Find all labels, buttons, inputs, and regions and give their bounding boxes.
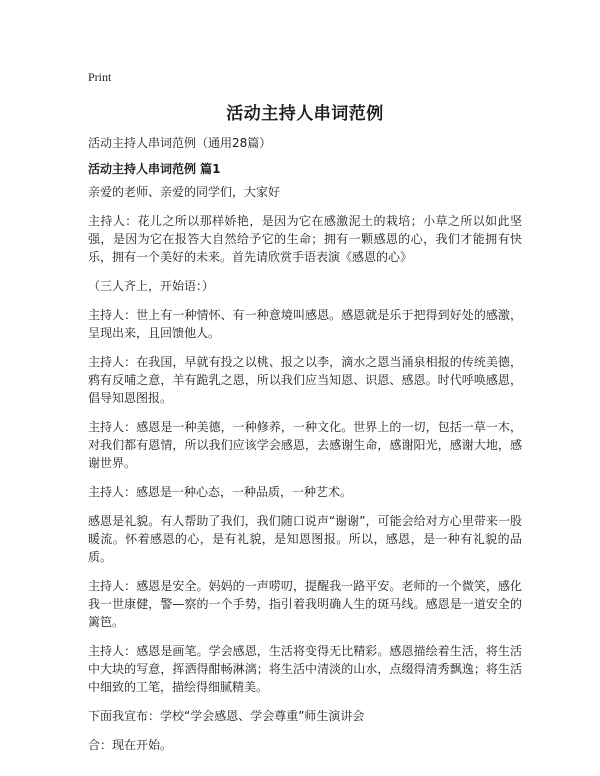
section-heading: 活动主持人串词范例 篇1: [88, 162, 221, 176]
paragraph: 下面我宣布：学校“学会感恩、学会尊重”师生演讲会: [88, 709, 365, 723]
paragraph: 亲爱的老师、亲爱的同学们，大家好: [88, 185, 281, 199]
document-subtitle: 活动主持人串词范例（通用28篇）: [88, 136, 272, 150]
paragraph: 主持人：感恩是一种美德，一种修养，一种文化。世界上的一切，包括一草一木，对我们都有恩情，所以我们应该学会感恩，去感谢生命，感谢阳光，感谢大地，感谢世界。: [88, 420, 522, 470]
paragraph: 主持人：感恩是一种心态，一种品质，一种艺术。: [88, 485, 353, 499]
paragraph: 主持人：在我国，早就有投之以桃、报之以李，滴水之恩当涌泉相报的传统美德，鸦有反哺之意，羊有跪乳之恩，所以我们应当知恩、识恩、感恩。时代呼唤感恩，倡导知恩图报。: [88, 355, 522, 405]
paragraph: 主持人：感恩是画笔。学会感恩，生活将变得无比精彩。感恩描绘着生活，将生活中大块的写意，挥洒得酣畅淋漓；将生活中清淡的山水，点缀得清秀飘逸；将生活中细致的工笔，描绘得细腻精美。: [88, 644, 522, 694]
paragraph: 主持人：花儿之所以那样娇艳，是因为它在感激泥土的栽培；小草之所以如此坚强，是因为它在报答大自然给予它的生命；拥有一颗感恩的心，我们才能拥有快乐，拥有一个美好的未来。首先请欣赏手语表演《感恩的心》: [88, 214, 522, 264]
paragraph: （三人齐上，开始语：）: [88, 279, 215, 293]
paragraph: 感恩是礼貌。有人帮助了我们，我们随口说声“谢谢”，可能会给对方心里带来一股暖流。怀着感恩的心，是有礼貌，是知恩图报。所以，感恩，是一种有礼貌的品质。: [88, 514, 522, 564]
print-label[interactable]: Print: [88, 70, 112, 84]
document-body: [88, 183, 522, 765]
paragraph: 主持人：世上有一种情怀、有一种意境叫感恩。感恩就是乐于把得到好处的感激，呈现出来，且回馈他人。: [88, 308, 522, 340]
document-title: 活动主持人串词范例: [226, 104, 384, 124]
paragraph: 合：现在开始。: [88, 738, 173, 752]
paragraph: 主持人：感恩是安全。妈妈的一声唠叨，提醒我一路平安。老师的一个微笑，感化我一世康健，警—察的一个手势，指引着我明确人生的斑马线。感恩是一道安全的篱笆。: [88, 579, 522, 629]
